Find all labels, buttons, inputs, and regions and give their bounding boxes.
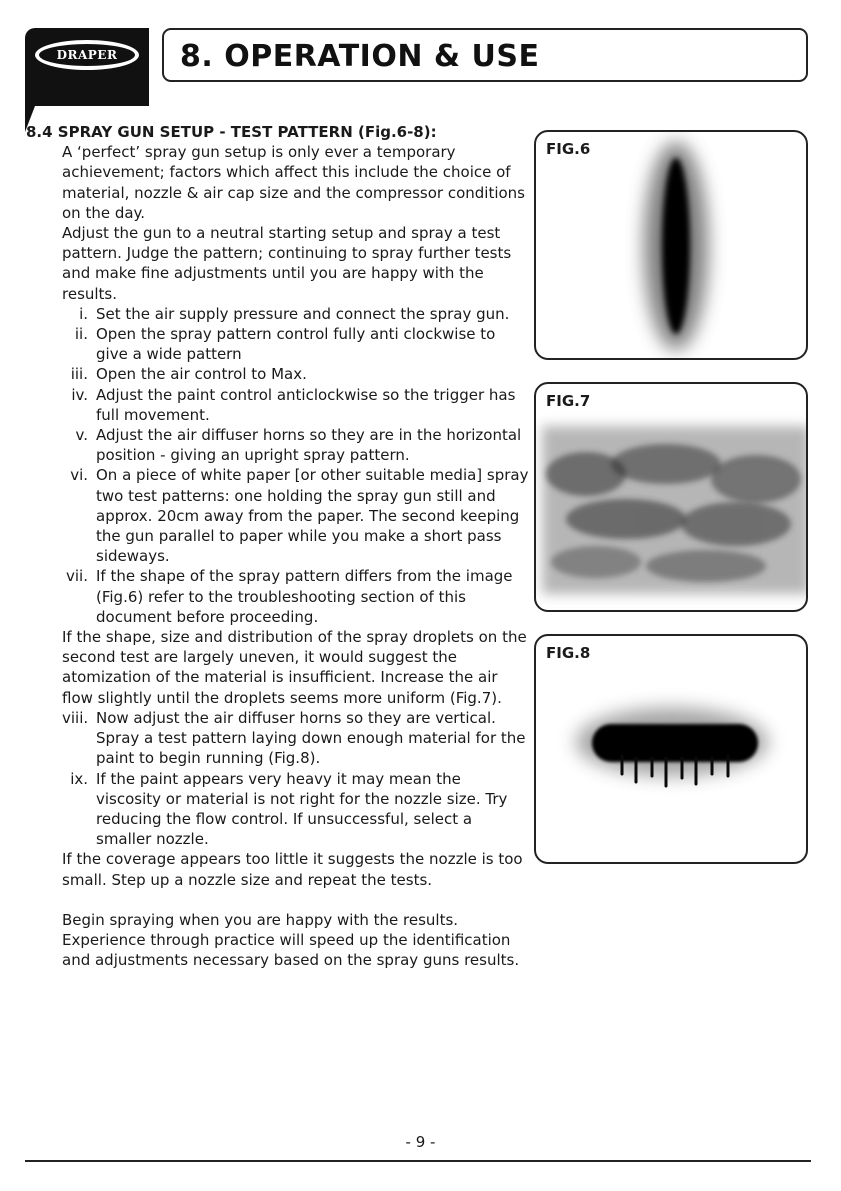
step-number: v.: [75, 426, 88, 445]
figure-8-panel: [534, 634, 808, 864]
instructions-body: [26, 122, 530, 970]
list-item: [62, 425, 530, 465]
step-text: On a piece of white paper [or other suitable media] spray two test patterns: one holding the spray gun still and approx. 20cm away from the paper. The second keeping the gun parallel to paper while you make a short pass sideways.: [96, 466, 529, 566]
step-text: Set the air supply pressure and connect the spray gun.: [96, 304, 510, 323]
figure-7-label: FIG.7: [546, 392, 591, 410]
step-text: Adjust the paint control anticlockwise so the trigger has full movement.: [96, 385, 516, 424]
registered-mark: R: [153, 64, 165, 76]
step-number: viii.: [62, 708, 89, 727]
intro-paragraph: A ‘perfect’ spray gun setup is only ever a temporary achievement; factors which affect this include the choice of material, nozzle & air cap size and the compressor conditions on the day.: [62, 143, 525, 222]
step-number: ix.: [70, 769, 88, 788]
footer-divider: [25, 1160, 811, 1162]
list-item: [62, 304, 530, 324]
step-number: vii.: [66, 567, 88, 586]
step-number: iii.: [70, 365, 88, 384]
running-spray-pattern-image: [536, 636, 808, 864]
step-number: iv.: [71, 385, 88, 404]
intro-paragraph: Adjust the gun to a neutral starting setup and spray a test pattern. Judge the pattern; continuing to spray further tests and make fine adjustments until you are happy with the results.: [62, 224, 512, 303]
step-text: Now adjust the air diffuser horns so they are vertical. Spray a test pattern laying down enough material for the paint to begin running (Fig.8).: [96, 708, 526, 768]
list-item: [62, 769, 530, 850]
figure-6-panel: [534, 130, 808, 360]
section-heading: 8.4 SPRAY GUN SETUP - TEST PATTERN (Fig.6-8):: [26, 123, 437, 141]
page-title: 8. OPERATION & USE: [180, 39, 540, 74]
list-item: [62, 324, 530, 364]
list-item: [62, 465, 530, 566]
steps-list-b: [62, 708, 530, 849]
step-text: If the paint appears very heavy it may mean the viscosity or material is not right for the nozzle size. Try reducing the flow control. If unsuccessful, select a smaller nozzle.: [96, 769, 508, 849]
figure-8-label: FIG.8: [546, 644, 591, 662]
brand-tab: [25, 28, 162, 106]
step-number: i.: [79, 304, 88, 323]
list-item: [62, 364, 530, 384]
section-title-box: [162, 28, 808, 82]
list-item: [62, 385, 530, 425]
draper-logo: [35, 40, 139, 70]
step-text: Open the air control to Max.: [96, 365, 307, 384]
list-item: [62, 708, 530, 769]
step-text: Adjust the air diffuser horns so they are in the horizontal position - giving an upright spray pattern.: [96, 426, 522, 465]
step-text: Open the spray pattern control fully anti clockwise to give a wide pattern: [96, 325, 496, 364]
atomization-paragraph: If the shape, size and distribution of the spray droplets on the second test are largely uneven, it would suggest the atomization of the material is insufficient. Increase the air flow slightly until the droplets seems more uniform (Fig.7).: [62, 628, 527, 707]
step-number: ii.: [74, 325, 88, 344]
vertical-spray-pattern-image: [536, 132, 808, 360]
coverage-paragraph: If the coverage appears too little it suggests the nozzle is too small. Step up a nozzle size and repeat the tests.: [62, 850, 523, 889]
logo-text: DRAPER: [39, 44, 135, 66]
step-number: vi.: [70, 466, 88, 485]
list-item: [62, 566, 530, 627]
page-number: - 9 -: [405, 1133, 436, 1151]
figure-7-panel: [534, 382, 808, 612]
step-text: If the shape of the spray pattern differs from the image (Fig.6) refer to the troubleshooting section of this document before proceeding.: [96, 567, 513, 626]
paragraph-gap: [26, 890, 530, 910]
figure-6-label: FIG.6: [546, 140, 591, 158]
closing-paragraph: Begin spraying when you are happy with the results. Experience through practice will speed up the identification and adjustments necessary based on the spray guns results.: [62, 910, 520, 970]
uneven-spray-pattern-image: [536, 384, 808, 612]
steps-list-a: [62, 304, 530, 627]
